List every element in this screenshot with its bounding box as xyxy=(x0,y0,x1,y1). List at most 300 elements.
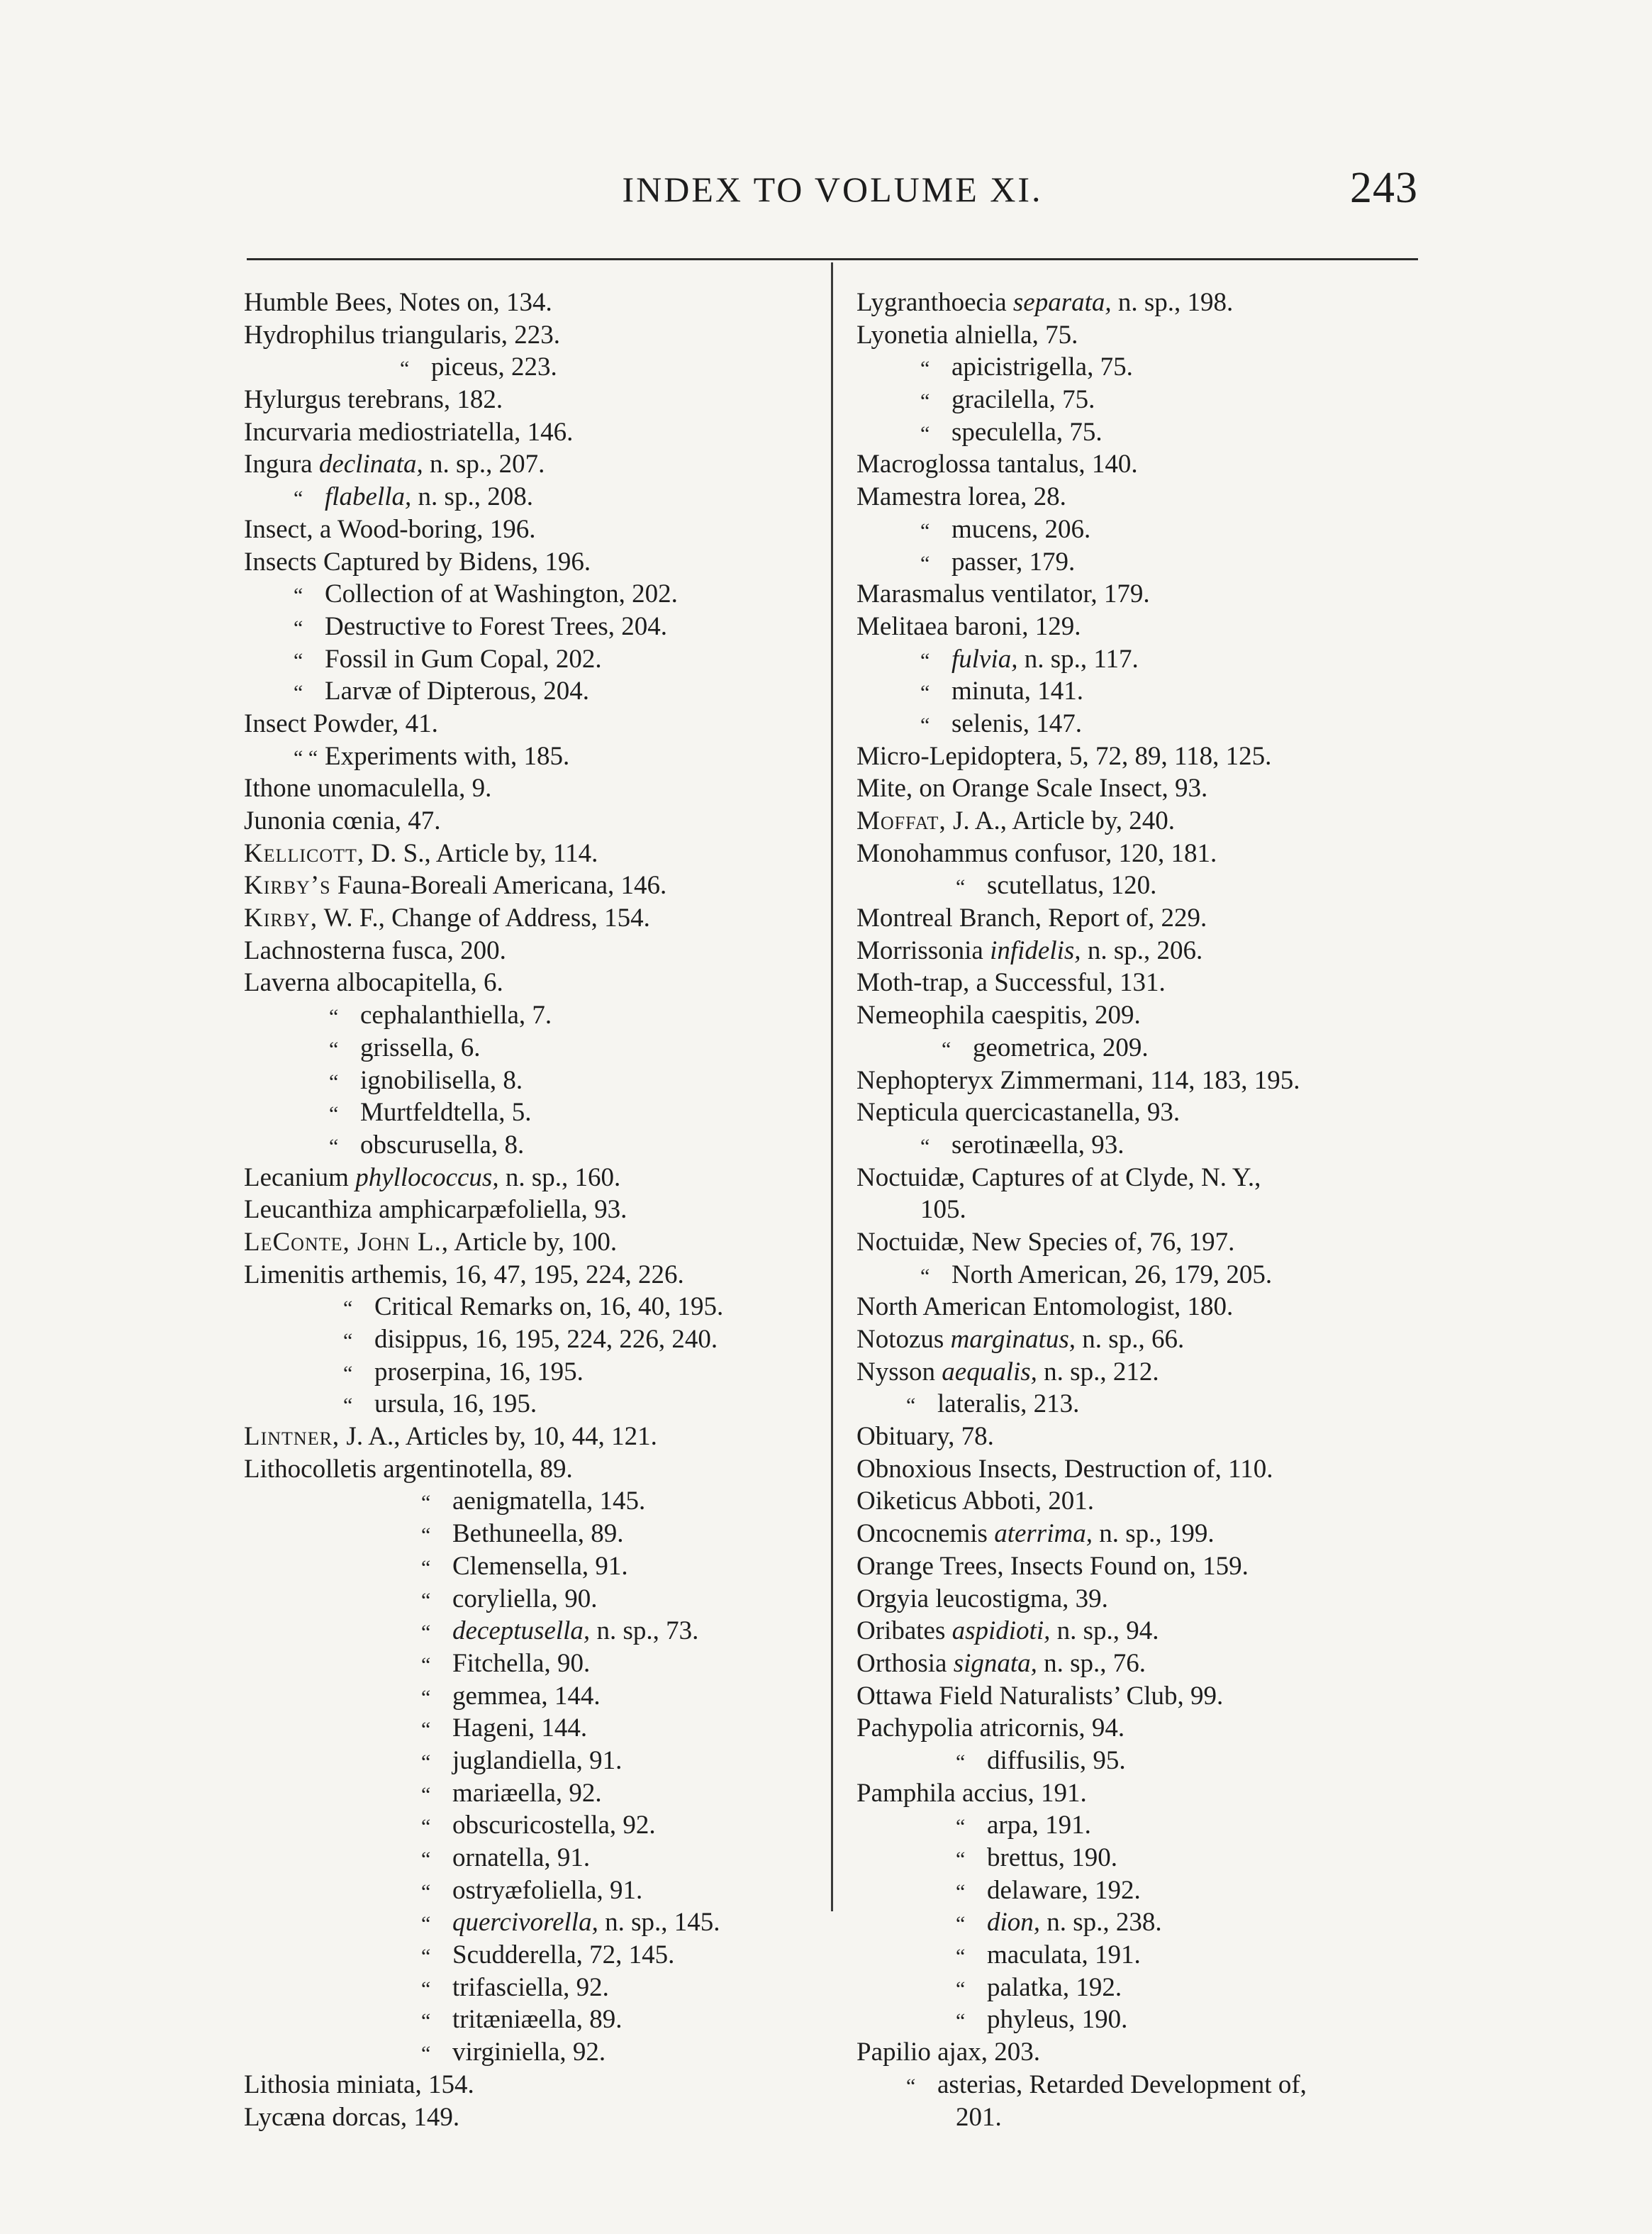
entry-text: Obituary, 78. xyxy=(856,1422,994,1452)
index-entry xyxy=(856,1065,1424,1097)
index-entry xyxy=(244,1874,825,1907)
entry-text: cephalanthiella, 7. xyxy=(360,1001,552,1030)
entry-text: scutellatus, 120. xyxy=(987,871,1157,901)
entry-ditto: “ xyxy=(920,551,930,575)
entry-post: n. sp., 208. xyxy=(411,482,533,512)
entry-text: Limenitis arthemis, 16, 47, 195, 224, 226. xyxy=(244,1260,684,1289)
header-rule xyxy=(247,258,1418,260)
index-entry xyxy=(856,319,1424,352)
entry-text: piceus, 223. xyxy=(431,352,557,382)
entry-sc: Kirby’s xyxy=(244,871,331,901)
entry-post: J. A., Articles by, 10, 44, 121. xyxy=(340,1422,657,1452)
index-entry xyxy=(856,1647,1424,1680)
index-entry xyxy=(856,1745,1424,1777)
index-entry xyxy=(244,1323,825,1356)
entry-pre: Morrissonia xyxy=(856,935,990,965)
index-entry xyxy=(856,1583,1424,1616)
index-entry xyxy=(856,869,1424,902)
entry-text: Macroglossa tantalus, 140. xyxy=(856,450,1138,479)
entry-ditto: “ xyxy=(942,1037,951,1061)
entry-text: ostryæfoliella, 91. xyxy=(452,1875,643,1905)
entry-ditto: “ xyxy=(956,1750,966,1774)
entry-post: n. sp., 76. xyxy=(1037,1648,1146,1678)
entry-text: trifasciella, 92. xyxy=(452,1972,609,2002)
index-entry xyxy=(244,2036,825,2069)
entry-sc: Lintner, xyxy=(244,1422,340,1452)
index-entry xyxy=(244,1939,825,1972)
index-entry xyxy=(244,1032,825,1065)
entry-ditto: “ xyxy=(956,2009,966,2033)
entry-text: Pachypolia atricornis, 94. xyxy=(856,1713,1125,1743)
entry-post: n. sp., 238. xyxy=(1040,1908,1162,1938)
entry-text: Lycæna dorcas, 149. xyxy=(244,2102,460,2132)
entry-ditto: “ xyxy=(920,389,930,413)
entry-text: Nephopteryx Zimmermani, 114, 183, 195. xyxy=(856,1065,1300,1095)
entry-text: aenigmatella, 145. xyxy=(452,1486,646,1516)
entry-text: mariæella, 92. xyxy=(452,1778,602,1808)
index-entry xyxy=(856,675,1424,708)
entry-ditto: “ xyxy=(956,1847,966,1871)
entry-ditto: “ xyxy=(421,1847,431,1871)
index-entry xyxy=(244,2101,825,2134)
entry-ditto: “ xyxy=(920,421,930,445)
index-entry xyxy=(856,546,1424,579)
entry-ditto: “ xyxy=(906,2074,916,2098)
entry-ditto: “ xyxy=(421,1750,431,1774)
index-entry xyxy=(856,1032,1424,1065)
entry-text: diffusilis, 95. xyxy=(987,1745,1126,1775)
entry-text: ignobilisella, 8. xyxy=(360,1065,523,1095)
entry-ital: fulvia, xyxy=(951,644,1018,674)
entry-ditto: “ xyxy=(421,2042,431,2066)
index-entry xyxy=(856,481,1424,513)
entry-post: D. S., Article by, 114. xyxy=(364,838,598,868)
entry-text: minuta, 141. xyxy=(951,677,1084,706)
index-entry xyxy=(244,1712,825,1745)
entry-ditto: “ xyxy=(920,357,930,381)
entry-text: Critical Remarks on, 16, 40, 195. xyxy=(374,1292,724,1322)
entry-ditto: “ xyxy=(294,616,303,640)
entry-ditto: “ xyxy=(421,1945,431,1969)
entry-text: serotinæella, 93. xyxy=(951,1130,1124,1160)
index-entry xyxy=(856,772,1424,805)
entry-ital: flabella, xyxy=(325,482,412,512)
index-entry xyxy=(244,351,825,384)
index-entry xyxy=(856,1680,1424,1713)
entry-text: Humble Bees, Notes on, 134. xyxy=(244,288,552,317)
entry-pre: Oncocnemis xyxy=(856,1519,995,1549)
entry-ditto: “ “ xyxy=(294,745,318,769)
entry-text: obscurusella, 8. xyxy=(360,1130,525,1160)
index-column-right xyxy=(856,287,1424,2133)
entry-text: Insect Powder, 41. xyxy=(244,708,438,738)
entry-post: n. sp., 198. xyxy=(1111,288,1234,317)
index-entry xyxy=(244,416,825,449)
entry-text: Collection of at Washington, 202. xyxy=(325,579,678,609)
index-entry xyxy=(244,1291,825,1323)
index-entry xyxy=(856,902,1424,935)
entry-ditto: “ xyxy=(920,1264,930,1288)
entry-ditto: “ xyxy=(906,1394,916,1418)
index-entry xyxy=(856,1226,1424,1259)
entry-pre: Oribates xyxy=(856,1616,952,1646)
entry-post: n. sp., 199. xyxy=(1092,1519,1215,1549)
entry-text: Montreal Branch, Report of, 229. xyxy=(856,904,1207,933)
entry-text: Melitaea baroni, 129. xyxy=(856,611,1081,641)
entry-ditto: “ xyxy=(956,1815,966,1839)
entry-text: passer, 179. xyxy=(951,547,1076,577)
running-title: INDEX TO VOLUME XI. xyxy=(622,170,1043,209)
entry-text: Leucanthiza amphicarpæfoliella, 93. xyxy=(244,1195,627,1225)
entry-ditto: “ xyxy=(421,1879,431,1904)
entry-ditto: “ xyxy=(956,875,966,899)
entry-ditto: “ xyxy=(294,584,303,608)
entry-text: North American Entomologist, 180. xyxy=(856,1292,1234,1322)
index-entry xyxy=(856,611,1424,643)
entry-text: lateralis, 213. xyxy=(937,1389,1080,1419)
index-entry xyxy=(856,643,1424,676)
entry-text: Fitchella, 90. xyxy=(452,1648,591,1678)
entry-post: n. sp., 206. xyxy=(1081,935,1203,965)
index-entry xyxy=(244,1162,825,1194)
entry-ditto: “ xyxy=(329,1005,339,1029)
entry-ital: quercivorella, xyxy=(452,1908,598,1938)
entry-ditto: “ xyxy=(920,681,930,705)
index-entry xyxy=(244,838,825,870)
entry-text: Marasmalus ventilator, 179. xyxy=(856,579,1150,609)
entry-ditto: “ xyxy=(343,1361,353,1385)
index-entry xyxy=(856,1388,1424,1421)
entry-text: Nemeophila caespitis, 209. xyxy=(856,1001,1141,1030)
entry-text: geometrica, 209. xyxy=(973,1033,1149,1062)
entry-post: Fauna-Boreali Americana, 146. xyxy=(330,871,667,901)
entry-text: Orange Trees, Insects Found on, 159. xyxy=(856,1551,1249,1581)
index-entry xyxy=(244,643,825,676)
entry-text: Destructive to Forest Trees, 204. xyxy=(325,611,668,641)
index-entry xyxy=(244,1680,825,1713)
entry-text: arpa, 191. xyxy=(987,1811,1091,1840)
index-entry xyxy=(856,287,1424,319)
entry-ditto: “ xyxy=(956,1912,966,1936)
entry-text: Lachnosterna fusca, 200. xyxy=(244,935,506,965)
entry-post: n. sp., 207. xyxy=(423,450,545,479)
index-entry xyxy=(244,1388,825,1421)
entry-text: apicistrigella, 75. xyxy=(951,352,1133,382)
index-entry xyxy=(244,1259,825,1291)
entry-ital: aterrima, xyxy=(994,1519,1093,1549)
entry-text: Moth-trap, a Successful, 131. xyxy=(856,968,1166,998)
entry-ditto: “ xyxy=(421,1588,431,1612)
entry-ditto: “ xyxy=(421,1491,431,1515)
entry-post: n. sp., 145. xyxy=(598,1908,720,1938)
entry-sc: LeConte, John L., xyxy=(244,1227,450,1257)
index-entry xyxy=(856,2069,1424,2101)
index-entry xyxy=(244,319,825,352)
index-entry xyxy=(856,999,1424,1032)
entry-text: virginiella, 92. xyxy=(452,2038,606,2067)
entry-pre: Nysson xyxy=(856,1357,942,1386)
index-entry xyxy=(244,740,825,773)
index-entry xyxy=(856,1291,1424,1323)
entry-text: Incurvaria mediostriatella, 146. xyxy=(244,417,574,447)
entry-text: 105. xyxy=(920,1195,966,1225)
entry-ditto: “ xyxy=(421,1977,431,2001)
entry-text: Mite, on Orange Scale Insect, 93. xyxy=(856,774,1208,804)
entry-ditto: “ xyxy=(329,1037,339,1061)
entry-ditto: “ xyxy=(421,1685,431,1709)
index-entry xyxy=(856,1259,1424,1291)
index-entry xyxy=(244,611,825,643)
entry-text: palatka, 192. xyxy=(987,1972,1122,2002)
entry-ditto: “ xyxy=(920,518,930,543)
index-entry xyxy=(244,1842,825,1874)
entry-text: Bethuneella, 89. xyxy=(452,1519,624,1549)
entry-text: Hydrophilus triangularis, 223. xyxy=(244,320,561,350)
index-entry xyxy=(856,1453,1424,1486)
index-entry xyxy=(244,1745,825,1777)
entry-text: Insect, a Wood-boring, 196. xyxy=(244,514,536,544)
entry-text: proserpina, 16, 195. xyxy=(374,1357,584,1386)
index-entry xyxy=(244,1972,825,2004)
entry-pre: Orthosia xyxy=(856,1648,954,1678)
entry-text: speculella, 75. xyxy=(951,417,1103,447)
entry-text: Lithocolletis argentinotella, 89. xyxy=(244,1454,573,1484)
index-entry xyxy=(244,1226,825,1259)
entry-post: W. F., Change of Address, 154. xyxy=(318,904,650,933)
index-entry xyxy=(244,1065,825,1097)
index-entry xyxy=(244,448,825,481)
entry-ditto: “ xyxy=(421,1523,431,1547)
index-entry xyxy=(244,805,825,838)
entry-ditto: “ xyxy=(956,1977,966,2001)
index-entry xyxy=(856,967,1424,999)
index-entry xyxy=(244,1096,825,1129)
index-entry xyxy=(244,869,825,902)
entry-ditto: “ xyxy=(421,1652,431,1677)
index-entry xyxy=(244,935,825,967)
index-entry xyxy=(856,1129,1424,1162)
entry-text: Lithosia miniata, 154. xyxy=(244,2069,474,2099)
index-entry xyxy=(244,967,825,999)
index-entry xyxy=(856,1874,1424,1907)
entry-text: brettus, 190. xyxy=(987,1843,1117,1872)
entry-text: Oiketicus Abboti, 201. xyxy=(856,1486,1095,1516)
index-entry xyxy=(244,578,825,611)
index-entry xyxy=(856,1096,1424,1129)
entry-ital: separata, xyxy=(1012,288,1112,317)
entry-ital: marginatus, xyxy=(950,1325,1076,1354)
entry-ditto: “ xyxy=(329,1102,339,1126)
index-entry xyxy=(244,1615,825,1647)
entry-ditto: “ xyxy=(956,1879,966,1904)
entry-text: North American, 26, 179, 205. xyxy=(951,1260,1273,1289)
index-entry xyxy=(856,1550,1424,1583)
entry-ditto: “ xyxy=(329,1069,339,1094)
index-entry xyxy=(244,708,825,740)
entry-post: n. sp., 94. xyxy=(1050,1616,1159,1646)
index-entry xyxy=(244,1518,825,1550)
page-number: 243 xyxy=(1350,164,1418,212)
index-entry xyxy=(244,902,825,935)
entry-ditto: “ xyxy=(421,1912,431,1936)
entry-ditto: “ xyxy=(294,648,303,672)
index-entry xyxy=(856,1712,1424,1745)
index-entry xyxy=(244,287,825,319)
entry-text: Noctuidæ, New Species of, 76, 197. xyxy=(856,1227,1235,1257)
index-entry xyxy=(244,1647,825,1680)
index-entry xyxy=(244,1421,825,1453)
entry-text: juglandiella, 91. xyxy=(452,1745,623,1775)
entry-text: Noctuidæ, Captures of at Clyde, N. Y., xyxy=(856,1162,1261,1192)
index-entry xyxy=(244,675,825,708)
index-entry xyxy=(244,1906,825,1939)
entry-text: Pamphila accius, 191. xyxy=(856,1778,1087,1808)
index-entry xyxy=(856,1356,1424,1389)
index-entry xyxy=(244,772,825,805)
index-entry xyxy=(856,1421,1424,1453)
index-entry xyxy=(856,1485,1424,1518)
index-entry xyxy=(244,1485,825,1518)
index-entry xyxy=(856,708,1424,740)
index-entry xyxy=(244,1356,825,1389)
entry-text: gemmea, 144. xyxy=(452,1681,601,1711)
entry-ditto: “ xyxy=(920,713,930,737)
index-entry xyxy=(244,384,825,416)
index-entry xyxy=(856,935,1424,967)
index-entry xyxy=(244,999,825,1032)
entry-text: ornatella, 91. xyxy=(452,1843,591,1872)
entry-ital: phyllococcus, xyxy=(355,1162,499,1192)
entry-ditto: “ xyxy=(343,1394,353,1418)
entry-sc: Kirby, xyxy=(244,904,318,933)
entry-ital: aequalis, xyxy=(942,1357,1037,1386)
index-entry xyxy=(856,448,1424,481)
index-entry xyxy=(244,546,825,579)
entry-ital: dion, xyxy=(987,1908,1041,1938)
entry-text: Hylurgus terebrans, 182. xyxy=(244,385,503,415)
entry-text: mucens, 206. xyxy=(951,514,1091,544)
entry-text: Junonia cœnia, 47. xyxy=(244,806,441,835)
entry-post: n. sp., 212. xyxy=(1037,1357,1159,1386)
index-entry xyxy=(856,1809,1424,1842)
index-entry xyxy=(856,1972,1424,2004)
index-entry xyxy=(856,740,1424,773)
entry-text: selenis, 147. xyxy=(951,708,1082,738)
entry-text: Monohammus confusor, 120, 181. xyxy=(856,838,1217,868)
index-entry xyxy=(856,1939,1424,1972)
entry-text: disippus, 16, 195, 224, 226, 240. xyxy=(374,1325,718,1354)
entry-text: tritæniæella, 89. xyxy=(452,2005,623,2035)
index-entry xyxy=(244,1194,825,1226)
entry-ditto: “ xyxy=(421,2009,431,2033)
entry-text: Larvæ of Dipterous, 204. xyxy=(325,677,590,706)
index-entry xyxy=(856,1162,1424,1194)
index-entry xyxy=(856,1906,1424,1939)
entry-ditto: “ xyxy=(421,1815,431,1839)
entry-pre: Lygranthoecia xyxy=(856,288,1013,317)
entry-ditto: “ xyxy=(421,1621,431,1645)
entry-post: Article by, 100. xyxy=(449,1227,618,1257)
entry-ditto: “ xyxy=(294,487,303,511)
entry-ital: aspidioti, xyxy=(951,1616,1051,1646)
index-entry xyxy=(856,805,1424,838)
index-entry xyxy=(856,2036,1424,2069)
index-entry xyxy=(244,1777,825,1810)
entry-text: Orgyia leucostigma, 39. xyxy=(856,1584,1108,1613)
entry-text: maculata, 191. xyxy=(987,1940,1141,1970)
entry-text: Murtfeldtella, 5. xyxy=(360,1098,532,1128)
entry-text: Ottawa Field Naturalists’ Club, 99. xyxy=(856,1681,1224,1711)
entry-text: gracilella, 75. xyxy=(951,385,1095,415)
column-divider xyxy=(831,262,833,1911)
entry-ditto: “ xyxy=(920,1134,930,1158)
index-entry xyxy=(244,481,825,513)
entry-ditto: “ xyxy=(421,1555,431,1579)
entry-text: Nepticula quercicastanella, 93. xyxy=(856,1098,1181,1128)
index-entry xyxy=(244,1129,825,1162)
entry-text: phyleus, 190. xyxy=(987,2005,1128,2035)
index-entry xyxy=(856,351,1424,384)
entry-ital: deceptusella, xyxy=(452,1616,591,1646)
index-entry xyxy=(856,1842,1424,1874)
index-entry xyxy=(856,2101,1424,2134)
entry-sc: Moffat, xyxy=(856,806,947,835)
index-entry xyxy=(244,2004,825,2036)
index-entry xyxy=(856,1777,1424,1810)
entry-text: Micro-Lepidoptera, 5, 72, 89, 118, 125. xyxy=(856,741,1272,771)
entry-text: Obnoxious Insects, Destruction of, 110. xyxy=(856,1454,1273,1484)
index-entry xyxy=(856,1194,1424,1226)
entry-text: Laverna albocapitella, 6. xyxy=(244,968,503,998)
index-entry xyxy=(856,384,1424,416)
entry-text: delaware, 192. xyxy=(987,1875,1141,1905)
entry-post: n. sp., 73. xyxy=(590,1616,699,1646)
entry-ditto: “ xyxy=(956,1945,966,1969)
entry-post: n. sp., 160. xyxy=(498,1162,621,1192)
entry-ital: infidelis, xyxy=(990,935,1081,965)
entry-pre: Notozus xyxy=(856,1325,951,1354)
entry-text: Hageni, 144. xyxy=(452,1713,588,1743)
index-entry xyxy=(856,838,1424,870)
index-entry xyxy=(244,1550,825,1583)
index-column-left xyxy=(244,287,825,2133)
index-entry xyxy=(856,416,1424,449)
entry-post: n. sp., 117. xyxy=(1017,644,1139,674)
entry-ital: signata, xyxy=(953,1648,1037,1678)
entry-text: Insects Captured by Bidens, 196. xyxy=(244,547,591,577)
index-entry xyxy=(244,1583,825,1616)
index-entry xyxy=(244,2069,825,2101)
entry-sc: Kellicott, xyxy=(244,838,365,868)
index-entry xyxy=(856,2004,1424,2036)
entry-text: ursula, 16, 195. xyxy=(374,1389,537,1419)
entry-ditto: “ xyxy=(343,1329,353,1352)
index-entry xyxy=(856,1518,1424,1550)
entry-ditto: “ xyxy=(421,1718,431,1742)
entry-pre: Lecanium xyxy=(244,1162,356,1192)
entry-text: Experiments with, 185. xyxy=(325,741,570,771)
entry-text: Clemensella, 91. xyxy=(452,1551,628,1581)
entry-post: J. A., Article by, 240. xyxy=(946,806,1176,835)
entry-ditto: “ xyxy=(421,1782,431,1806)
entry-pre: Ingura xyxy=(244,450,319,479)
entry-text: coryliella, 90. xyxy=(452,1584,598,1613)
index-entry xyxy=(856,1323,1424,1356)
entry-text: asterias, Retarded Development of, xyxy=(937,2069,1307,2099)
index-entry xyxy=(244,1809,825,1842)
entry-text: Mamestra lorea, 28. xyxy=(856,482,1066,512)
entry-text: Scudderella, 72, 145. xyxy=(452,1940,675,1970)
